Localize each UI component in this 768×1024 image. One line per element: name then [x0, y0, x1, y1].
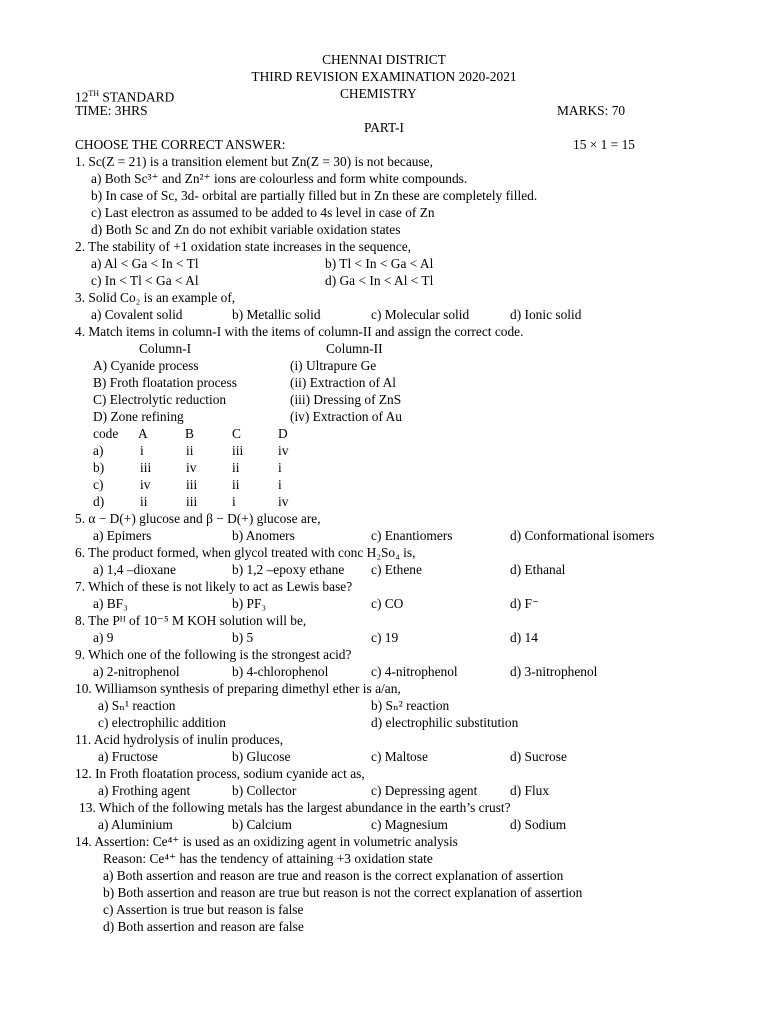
q9-option-c: c) 4-nitrophenol: [371, 664, 458, 679]
match-right-i: (i) Ultrapure Ge: [290, 358, 377, 373]
q14-option-c: c) Assertion is true but reason is false: [103, 902, 304, 917]
q8-option-c: c) 19: [371, 630, 399, 645]
code-row-c-label: c): [93, 477, 104, 492]
question-2: 2. The stability of +1 oxidation state increases in the sequence,: [75, 239, 412, 254]
code-row-a-A: i: [140, 443, 144, 458]
marks-label: MARKS: 70: [557, 103, 626, 118]
code-row-d-D: iv: [278, 494, 289, 509]
district-title: CHENNAI DISTRICT: [322, 52, 446, 67]
q12-option-a: a) Frothing agent: [98, 783, 191, 798]
code-row-b-B: iv: [186, 460, 197, 475]
part-title: PART-I: [364, 120, 404, 135]
question-7: 7. Which of these is not likely to act as Lewis base?: [75, 579, 353, 594]
code-row-c-A: iv: [140, 477, 151, 492]
code-head-code: code: [93, 426, 119, 441]
q11-option-a: a) Fructose: [98, 749, 158, 764]
time-label: TIME: 3HRS: [75, 103, 148, 118]
q10-option-b: b) Sₙ² reaction: [371, 698, 450, 713]
q5-option-d: d) Conformational isomers: [510, 528, 655, 543]
q1-option-c: c) Last electron as assumed to be added to 4s level in case of Zn: [91, 205, 435, 220]
q6-option-b: b) 1,2 –epoxy ethane: [232, 562, 345, 577]
q5-option-a: a) Epimers: [93, 528, 152, 543]
q10-option-a: a) Sₙ¹ reaction: [98, 698, 176, 713]
q11-option-d: d) Sucrose: [510, 749, 567, 764]
q7-option-d: d) F⁻: [510, 596, 540, 611]
q13-option-d: d) Sodium: [510, 817, 567, 832]
code-row-c-C: ii: [232, 477, 240, 492]
question-13: 13. Which of the following metals has the largest abundance in the earth’s crust?: [79, 800, 511, 815]
q8-option-a: a) 9: [93, 630, 114, 645]
q12-option-b: b) Collector: [232, 783, 297, 798]
q7-option-a: a) BF₃: [93, 596, 128, 611]
q11-option-b: b) Glucose: [232, 749, 291, 764]
question-10: 10. Williamson synthesis of preparing dimethyl ether is a/an,: [75, 681, 401, 696]
q7-option-c: c) CO: [371, 596, 404, 611]
code-row-b-A: iii: [140, 460, 152, 475]
q1-option-a: a) Both Sc³⁺ and Zn²⁺ ions are colourless and form white compounds.: [91, 171, 468, 186]
code-row-d-B: iii: [186, 494, 198, 509]
match-right-iv: (iv) Extraction of Au: [290, 409, 402, 424]
q9-option-b: b) 4-chlorophenol: [232, 664, 329, 679]
question-14-assertion: 14. Assertion: Ce⁴⁺ is used as an oxidizing agent in volumetric analysis: [75, 834, 458, 849]
code-row-c-D: i: [278, 477, 282, 492]
question-4: 4. Match items in column-I with the items of column-II and assign the correct code.: [75, 324, 524, 339]
code-head-a: A: [138, 426, 148, 441]
q13-option-a: a) Aluminium: [98, 817, 173, 832]
q6-option-c: c) Ethene: [371, 562, 422, 577]
q6-option-a: a) 1,4 –dioxane: [93, 562, 176, 577]
question-9: 9. Which one of the following is the strongest acid?: [75, 647, 352, 662]
match-right-ii: (ii) Extraction of Al: [290, 375, 396, 390]
code-row-b-D: i: [278, 460, 282, 475]
code-row-c-B: iii: [186, 477, 198, 492]
q2-option-b: b) Tl < In < Ga < Al: [325, 256, 434, 271]
code-row-b-label: b): [93, 460, 105, 475]
q7-option-b: b) PF₃: [232, 596, 267, 611]
q11-option-c: c) Maltose: [371, 749, 428, 764]
question-8: 8. The Pᴴ of 10⁻⁵ M KOH solution will be,: [75, 613, 307, 628]
instruction: CHOOSE THE CORRECT ANSWER:: [75, 137, 286, 152]
match-left-c: C) Electrolytic reduction: [93, 392, 227, 407]
code-row-b-C: ii: [232, 460, 240, 475]
q2-option-d: d) Ga < In < Al < Tl: [325, 273, 434, 288]
q1-option-d: d) Both Sc and Zn do not exhibit variable oxidation states: [91, 222, 401, 237]
match-left-a: A) Cyanide process: [93, 358, 199, 373]
match-left-d: D) Zone refining: [93, 409, 184, 424]
code-head-d: D: [278, 426, 288, 441]
q3-option-d: d) Ionic solid: [510, 307, 582, 322]
code-head-c: C: [232, 426, 241, 441]
question-14-reason: Reason: Ce⁴⁺ has the tendency of attaining +3 oxidation state: [103, 851, 433, 866]
score-label: 15 × 1 = 15: [573, 137, 635, 152]
q14-option-a: a) Both assertion and reason are true and reason is the correct explanation of assertion: [103, 868, 564, 883]
q12-option-c: c) Depressing agent: [371, 783, 478, 798]
q8-option-d: d) 14: [510, 630, 538, 645]
code-row-a-B: ii: [186, 443, 194, 458]
q2-option-a: a) Al < Ga < In < Tl: [91, 256, 199, 271]
question-5: 5. α − D(+) glucose and β − D(+) glucose are,: [75, 511, 321, 526]
question-3: 3. Solid Co₂ is an example of,: [75, 290, 236, 305]
question-1: 1. Sc(Z = 21) is a transition element but Zn(Z = 30) is not because,: [75, 154, 433, 169]
q3-option-b: b) Metallic solid: [232, 307, 321, 322]
q12-option-d: d) Flux: [510, 783, 550, 798]
q8-option-b: b) 5: [232, 630, 254, 645]
code-row-a-label: a): [93, 443, 104, 458]
question-12: 12. In Froth floatation process, sodium cyanide act as,: [75, 766, 365, 781]
code-row-a-C: iii: [232, 443, 244, 458]
q13-option-c: c) Magnesium: [371, 817, 448, 832]
code-head-b: B: [185, 426, 194, 441]
q5-option-c: c) Enantiomers: [371, 528, 453, 543]
column-2-heading: Column-II: [326, 341, 383, 356]
q6-option-d: d) Ethanal: [510, 562, 566, 577]
q10-option-d: d) electrophilic substitution: [371, 715, 519, 730]
question-11: 11. Acid hydrolysis of inulin produces,: [75, 732, 284, 747]
match-left-b: B) Froth floatation process: [93, 375, 237, 390]
standard-label: 12TH STANDARD: [75, 89, 175, 105]
q9-option-d: d) 3-nitrophenol: [510, 664, 598, 679]
q2-option-c: c) In < Tl < Ga < Al: [91, 273, 199, 288]
q14-option-b: b) Both assertion and reason are true but reason is not the correct explanation of assertion: [103, 885, 583, 900]
column-1-heading: Column-I: [139, 341, 192, 356]
q5-option-b: b) Anomers: [232, 528, 295, 543]
code-row-d-C: i: [232, 494, 236, 509]
match-right-iii: (iii) Dressing of ZnS: [290, 392, 402, 407]
q1-option-b: b) In case of Sc, 3d- orbital are partially filled but in Zn these are completely filled.: [91, 188, 538, 203]
code-row-d-A: ii: [140, 494, 148, 509]
subject-label: CHEMISTRY: [340, 86, 417, 101]
q3-option-a: a) Covalent solid: [91, 307, 183, 322]
q3-option-c: c) Molecular solid: [371, 307, 470, 322]
code-row-d-label: d): [93, 494, 105, 509]
q13-option-b: b) Calcium: [232, 817, 292, 832]
code-row-a-D: iv: [278, 443, 289, 458]
exam-title: THIRD REVISION EXAMINATION 2020-2021: [251, 69, 517, 84]
q14-option-d: d) Both assertion and reason are false: [103, 919, 304, 934]
q9-option-a: a) 2-nitrophenol: [93, 664, 180, 679]
question-6: 6. The product formed, when glycol treated with conc H₂So₄ is,: [75, 545, 416, 560]
q10-option-c: c) electrophilic addition: [98, 715, 226, 730]
